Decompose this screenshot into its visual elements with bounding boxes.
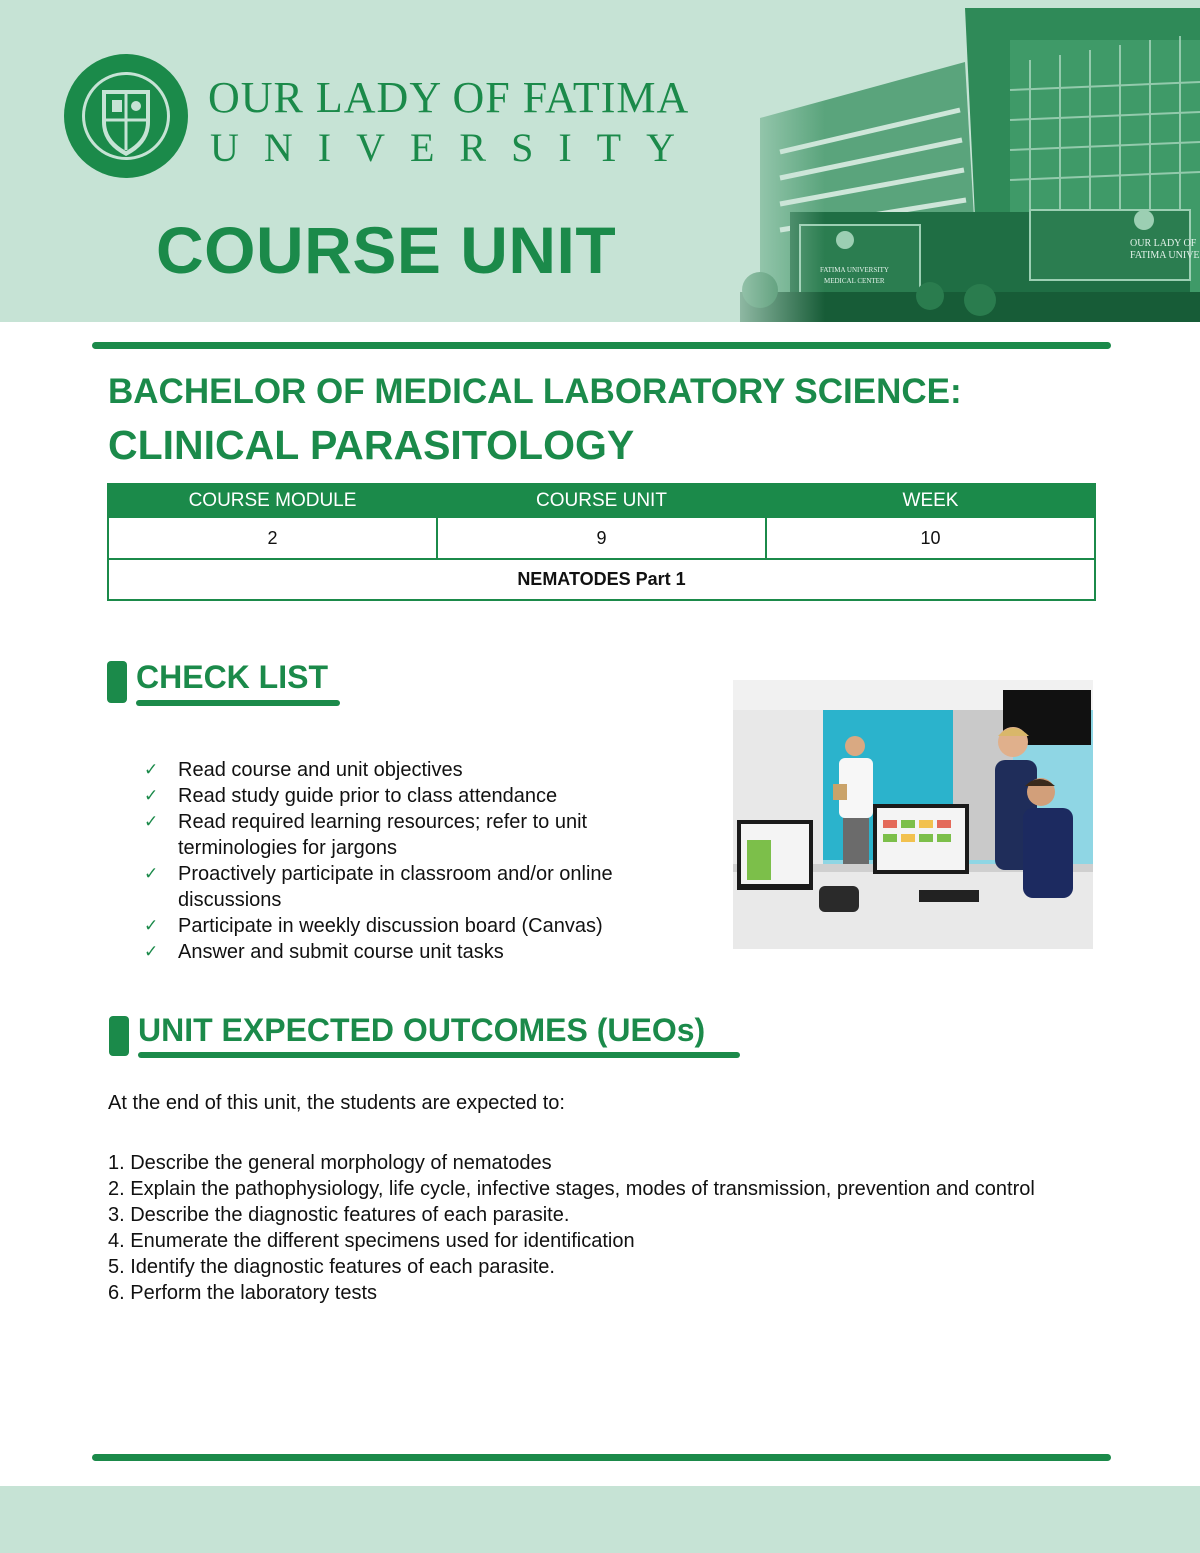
course-info-table [107,483,1096,601]
outcomes-intro: At the end of this unit, the students are expected to: [108,1092,565,1114]
table-row [108,517,1095,559]
bottom-divider [92,1454,1111,1461]
outcomes-title: UNIT EXPECTED OUTCOMES (UEOs) [138,1012,706,1048]
list-item: 3. Describe the diagnostic features of each parasite. [108,1204,570,1226]
table-header-week: WEEK [766,484,1095,517]
checklist-section-marker [107,661,127,703]
list-item: ✓ Read course and unit objectives [144,759,463,781]
table-row [108,559,1095,600]
table-cell-module: 2 [108,517,437,559]
check-icon: ✓ [144,864,159,884]
table-cell-topic: NEMATODES Part 1 [108,559,1095,600]
list-item: ✓ Answer and submit course unit tasks [144,941,504,963]
checklist-title: CHECK LIST [136,659,328,695]
outcomes-title-underline [138,1052,740,1058]
top-divider [92,342,1111,349]
list-item: 5. Identify the diagnostic features of each parasite. [108,1256,555,1278]
course-title: CLINICAL PARASITOLOGY [108,422,635,468]
table-cell-week: 10 [766,517,1095,559]
outcomes-section-marker [109,1016,129,1056]
check-icon: ✓ [144,812,159,832]
list-item: ✓ Read study guide prior to class attendance [144,785,558,807]
university-name-line1: OUR LADY OF FATIMA [208,73,690,122]
check-icon: ✓ [144,760,159,780]
check-icon: ✓ [144,916,159,936]
header-banner [0,0,1200,322]
list-item: ✓ Participate in weekly discussion board (Canvas) [144,915,603,937]
document-type-title: COURSE UNIT [156,213,617,287]
list-item: 1. Describe the general morphology of nematodes [108,1152,552,1174]
check-icon: ✓ [144,942,159,962]
lab-staff-photo [733,680,1093,949]
outcomes-list [108,1150,1098,1306]
checklist [142,757,702,965]
list-item: ✓ Proactively participate in classroom and/or online discussions [144,863,613,911]
table-header-row [108,484,1095,517]
table-header-module: COURSE MODULE [108,484,437,517]
list-item: ✓ Read required learning resources; refer to unit terminologies for jargons [144,811,588,859]
footer-band [0,1486,1200,1553]
list-item: 6. Perform the laboratory tests [108,1282,378,1304]
list-item: 4. Enumerate the different specimens used for identification [108,1230,635,1252]
university-name-line2: UNIVERSITY [210,125,700,170]
university-seal [62,52,190,180]
program-title: BACHELOR OF MEDICAL LABORATORY SCIENCE: [108,372,962,411]
table-cell-unit: 9 [437,517,766,559]
table-header-unit: COURSE UNIT [437,484,766,517]
check-icon: ✓ [144,786,159,806]
checklist-title-underline [136,700,340,706]
list-item: 2. Explain the pathophysiology, life cycle, infective stages, modes of transmission, prevention and control [108,1178,1035,1200]
